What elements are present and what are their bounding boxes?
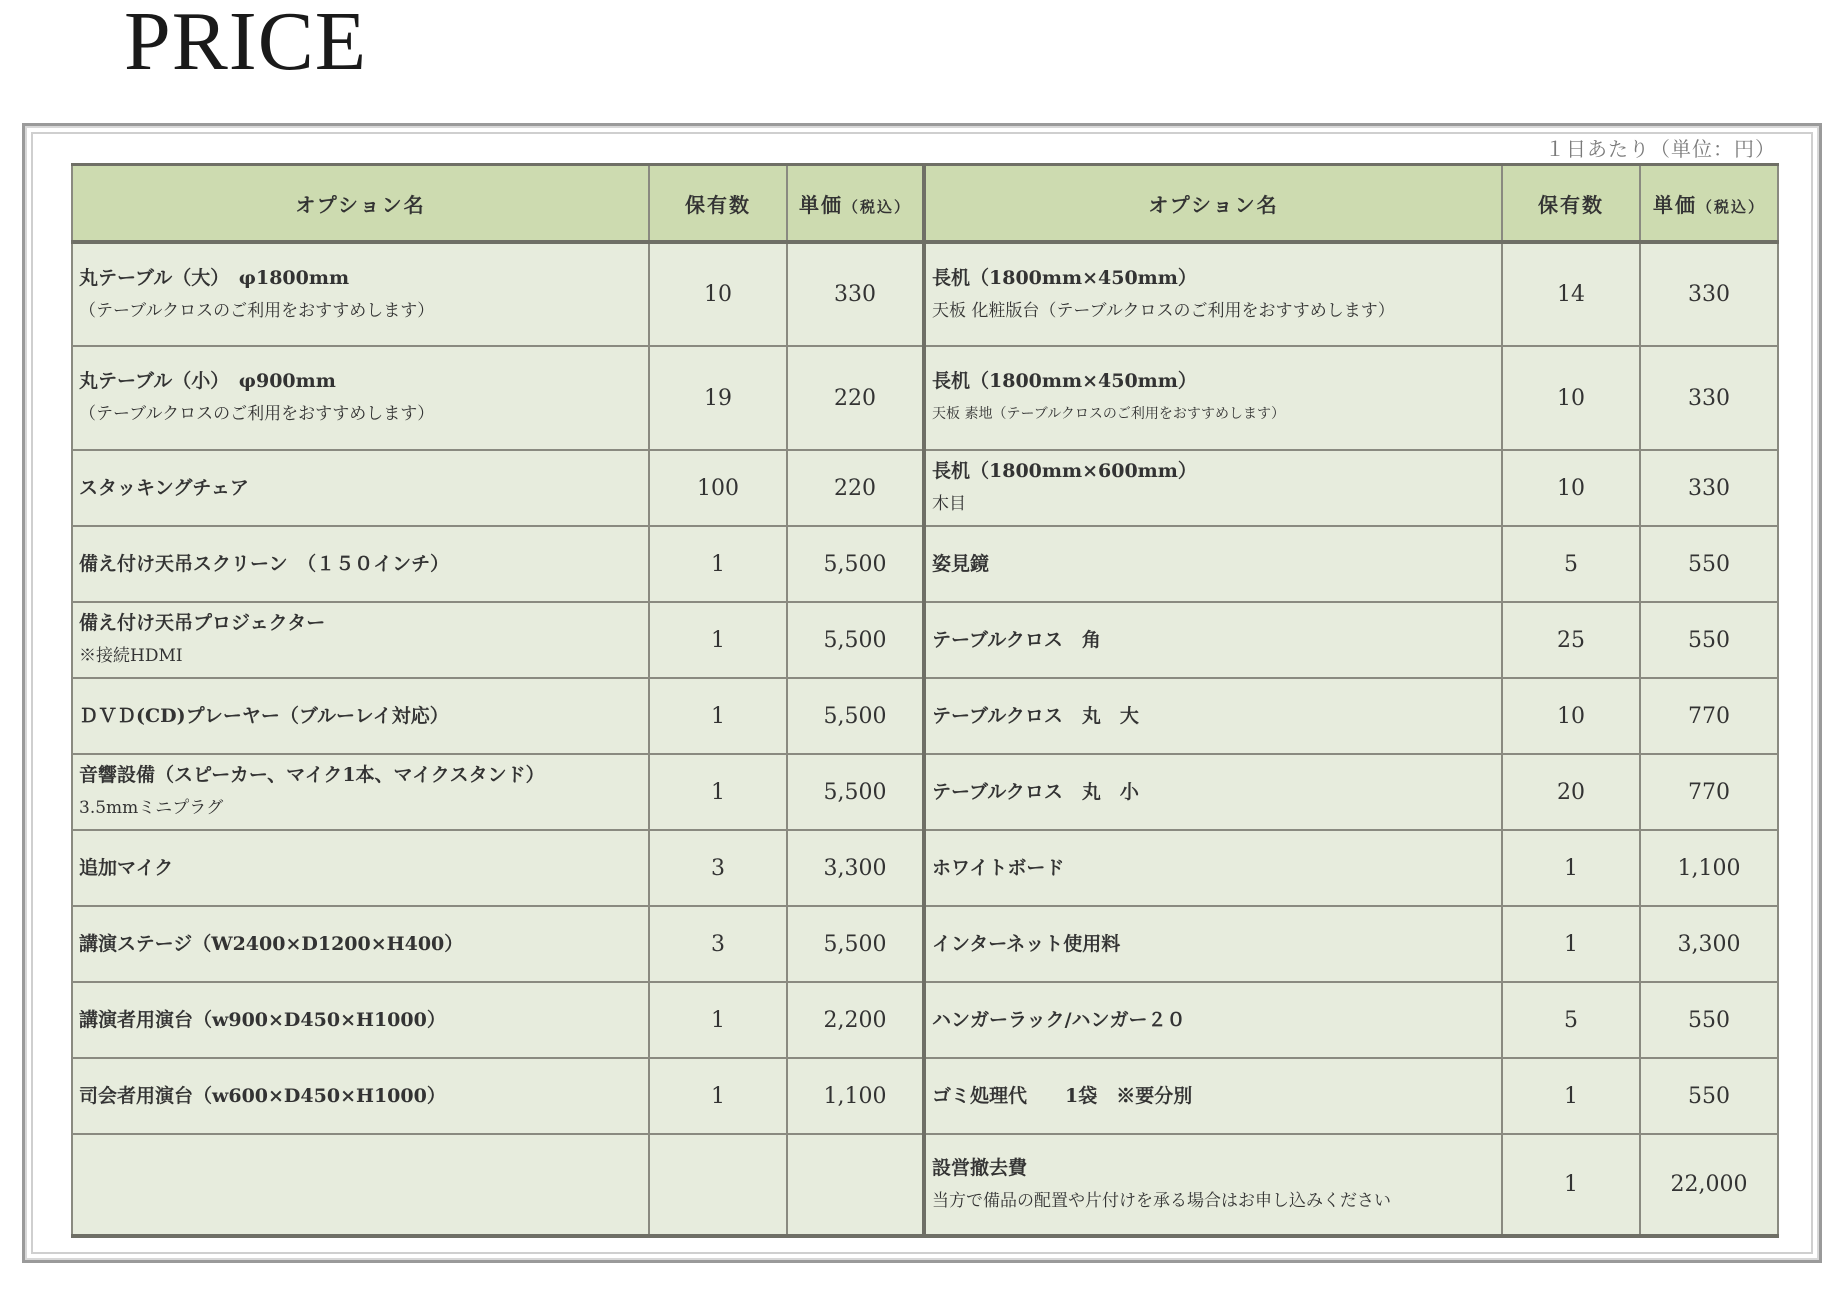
option-note: 天板 化粧版台（テーブルクロスのご利用をおすすめします） (932, 300, 1395, 321)
option-name: 講演ステージ（W2400×D1200×H400） (79, 932, 464, 955)
option-note: 木目 (932, 494, 966, 514)
option-name-cell (924, 906, 1502, 982)
option-name-cell (72, 754, 649, 830)
option-note: 3.5mmミニプラグ (79, 798, 224, 818)
header-price-tax: （税込） (842, 197, 911, 216)
table-header-row (72, 165, 1778, 243)
option-note: 当方で備品の配置や片付けを承る場合はお申し込みください (932, 1190, 1391, 1211)
qty-cell: 10 (649, 242, 787, 346)
option-name-cell (924, 346, 1502, 450)
price-cell: 220 (787, 450, 924, 526)
price-cell: 2,200 (787, 982, 924, 1058)
table-row (72, 526, 1778, 602)
option-name: 丸テーブル（大） φ1800mm (79, 266, 350, 289)
price-cell: 550 (1640, 982, 1778, 1058)
option-note: ※接続HDMI (79, 646, 183, 666)
table-row (72, 242, 1778, 346)
option-name: 姿見鏡 (932, 552, 990, 575)
price-cell: 330 (1640, 450, 1778, 526)
header-price-label: 単価 (1652, 192, 1697, 217)
option-note: （テーブルクロスのご利用をおすすめします） (79, 300, 435, 321)
price-cell: 330 (1640, 242, 1778, 346)
option-name: テーブルクロス 丸 小 (932, 780, 1139, 803)
option-name-cell (924, 982, 1502, 1058)
price-cell: 3,300 (787, 830, 924, 906)
option-name-cell (924, 830, 1502, 906)
table-row (72, 678, 1778, 754)
qty-cell: 1 (649, 526, 787, 602)
qty-cell: 1 (1502, 1134, 1640, 1236)
qty-cell: 3 (649, 830, 787, 906)
price-cell: 5,500 (787, 602, 924, 678)
option-name-cell (72, 602, 649, 678)
option-name-cell (924, 242, 1502, 346)
qty-cell: 19 (649, 346, 787, 450)
option-note: （テーブルクロスのご利用をおすすめします） (79, 404, 435, 424)
qty-cell: 20 (1502, 754, 1640, 830)
qty-cell: 10 (1502, 450, 1640, 526)
option-name-cell (72, 450, 649, 526)
qty-cell: 25 (1502, 602, 1640, 678)
qty-cell: 1 (649, 678, 787, 754)
option-name: ホワイトボード (932, 856, 1065, 879)
price-cell: 770 (1640, 678, 1778, 754)
option-name-cell (72, 830, 649, 906)
price-cell (787, 1134, 924, 1236)
option-name-cell (924, 602, 1502, 678)
price-cell: 5,500 (787, 906, 924, 982)
price-cell: 5,500 (787, 526, 924, 602)
option-name-cell (924, 450, 1502, 526)
price-cell: 550 (1640, 602, 1778, 678)
option-name-cell (924, 1058, 1502, 1134)
qty-cell: 1 (1502, 830, 1640, 906)
table-row (72, 602, 1778, 678)
option-name-cell (72, 346, 649, 450)
page-title: PRICE (124, 0, 368, 88)
qty-cell: 10 (1502, 678, 1640, 754)
option-name: 音響設備（スピーカー、マイク1本、マイクスタンド） (79, 764, 545, 786)
option-name-cell (72, 678, 649, 754)
option-name-cell (924, 526, 1502, 602)
qty-cell: 5 (1502, 526, 1640, 602)
option-name: テーブルクロス 角 (932, 628, 1101, 651)
option-name: 長机（1800mm×450mm） (932, 370, 1197, 392)
option-name: ハンガーラック/ハンガー２０ (932, 1008, 1186, 1031)
price-cell: 1,100 (1640, 830, 1778, 906)
option-note: 天板 素地（テーブルクロスのご利用をおすすめします） (932, 406, 1286, 422)
option-name: ゴミ処理代 1袋 ※要分別 (932, 1084, 1193, 1107)
table-row (72, 906, 1778, 982)
option-name: 丸テーブル（小） φ900mm (79, 370, 336, 392)
option-name: 長机（1800mm×450mm） (932, 266, 1197, 289)
qty-cell: 1 (649, 602, 787, 678)
header-price-right (1640, 165, 1778, 243)
qty-cell: 100 (649, 450, 787, 526)
price-cell: 330 (1640, 346, 1778, 450)
option-name-cell (924, 1134, 1502, 1236)
price-cell: 1,100 (787, 1058, 924, 1134)
qty-cell (649, 1134, 787, 1236)
option-name-cell (72, 1134, 649, 1236)
option-name-cell (72, 526, 649, 602)
unit-note: １日あたり（単位：円） (1545, 137, 1776, 161)
option-name: 設営撤去費 (932, 1156, 1028, 1179)
option-name: ＤＶＤ(CD)プレーヤー（ブルーレイ対応） (79, 704, 449, 727)
header-option-name-left: オプション名 (72, 165, 649, 243)
header-option-name-right: オプション名 (924, 165, 1502, 243)
qty-cell: 1 (1502, 1058, 1640, 1134)
option-name: 備え付け天吊スクリーン （１５０インチ） (79, 552, 450, 575)
table-row (72, 754, 1778, 830)
option-name-cell (72, 982, 649, 1058)
header-price-left (787, 165, 924, 243)
price-cell: 220 (787, 346, 924, 450)
qty-cell: 1 (649, 1058, 787, 1134)
option-name: 追加マイク (79, 856, 174, 879)
option-name: 備え付け天吊プロジェクター (79, 612, 326, 634)
price-table (71, 163, 1779, 1238)
option-name: 長机（1800mm×600mm） (932, 460, 1197, 482)
table-row (72, 346, 1778, 450)
header-qty-left: 保有数 (649, 165, 787, 243)
option-name: 講演者用演台（w900×D450×H1000） (79, 1008, 446, 1031)
qty-cell: 14 (1502, 242, 1640, 346)
option-name: テーブルクロス 丸 大 (932, 704, 1139, 727)
table-row (72, 1134, 1778, 1236)
qty-cell: 5 (1502, 982, 1640, 1058)
table-row (72, 830, 1778, 906)
price-cell: 330 (787, 242, 924, 346)
qty-cell: 10 (1502, 346, 1640, 450)
table-row (72, 1058, 1778, 1134)
price-cell: 5,500 (787, 754, 924, 830)
option-name: 司会者用演台（w600×D450×H1000） (79, 1084, 446, 1107)
option-name-cell (72, 906, 649, 982)
qty-cell: 1 (649, 754, 787, 830)
price-cell: 770 (1640, 754, 1778, 830)
option-name-cell (924, 754, 1502, 830)
price-cell: 5,500 (787, 678, 924, 754)
price-cell: 550 (1640, 1058, 1778, 1134)
qty-cell: 3 (649, 906, 787, 982)
option-name-cell (72, 1058, 649, 1134)
price-cell: 22,000 (1640, 1134, 1778, 1236)
qty-cell: 1 (649, 982, 787, 1058)
price-cell: 3,300 (1640, 906, 1778, 982)
header-price-label: 単価 (798, 192, 843, 217)
option-name: インターネット使用料 (932, 932, 1121, 955)
option-name-cell (924, 678, 1502, 754)
header-qty-right: 保有数 (1502, 165, 1640, 243)
header-price-tax: （税込） (1696, 197, 1765, 216)
option-name: スタッキングチェア (79, 476, 249, 499)
table-row (72, 450, 1778, 526)
option-name-cell (72, 242, 649, 346)
table-row (72, 982, 1778, 1058)
price-cell: 550 (1640, 526, 1778, 602)
qty-cell: 1 (1502, 906, 1640, 982)
